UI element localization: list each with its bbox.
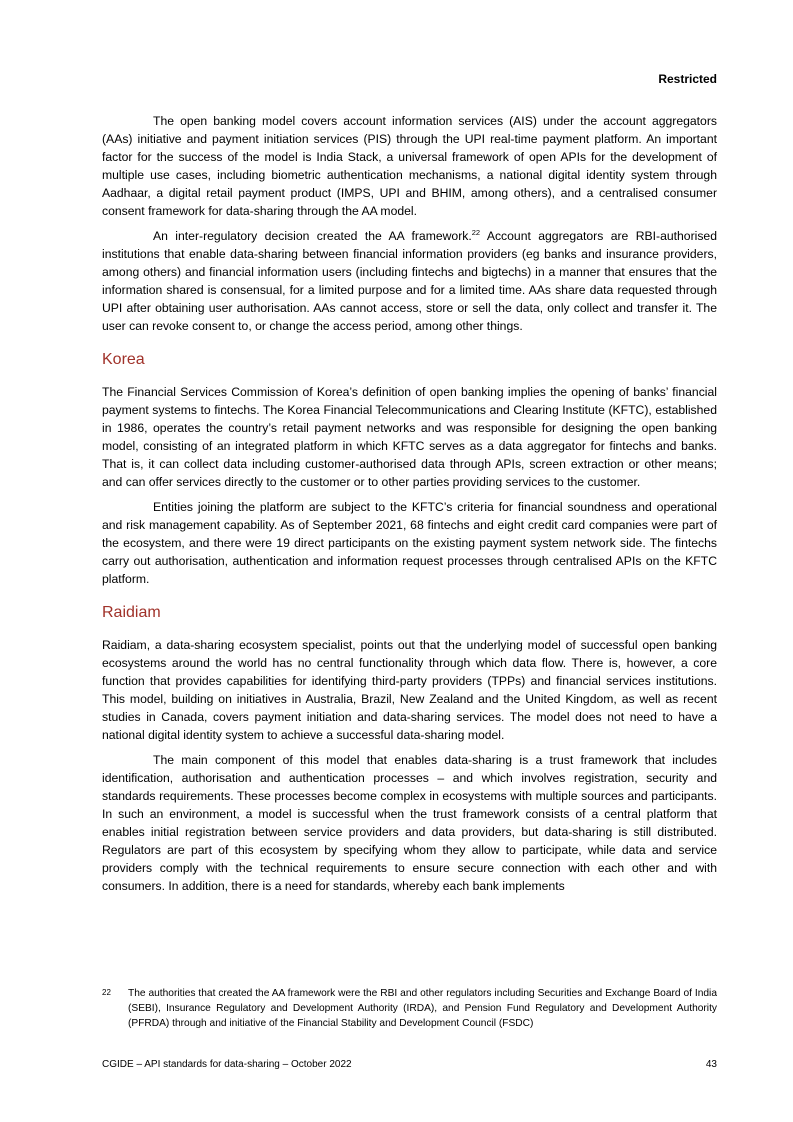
- footnote-number: 22: [102, 988, 111, 997]
- page-number: 43: [705, 1059, 717, 1070]
- classification-label: Restricted: [658, 72, 717, 86]
- intro-paragraph-1: The open banking model covers account information services (AIS) under the account aggregators (AAs) initiative and payment initiation services (PIS) through the UPI real-time payment platform. An important factor for the success of the model is India Stack, a universal framework of open APIs for the development of multiple use cases, including biometric authentication mechanisms, a national digital identity system through Aadhaar, a digital retail payment product (IMPS, UPI and BHIM, among others), and a centralised consumer consent framework for data-sharing through the AA model.: [102, 114, 717, 218]
- korea-paragraph-1: The Financial Services Commission of Korea’s definition of open banking implies the opening of banks’ financial payment systems to fintechs. The Korea Financial Telecommunications and Clearing Institute (KFTC), established in 1986, operates the country’s retail payment networks and was responsible for designing the open banking model, consisting of an integrated platform in which KFTC serves as a data aggregator for fintechs and banks. That is, it can collect data including customer-authorised data through APIs, screen extraction or other means; and can offer services directly to the customer or to other parties providing services to the customer.: [102, 385, 717, 489]
- intro-paragraph-2-start: An inter-regulatory decision created the AA framework.: [153, 229, 472, 243]
- korea-paragraph-2: Entities joining the platform are subject to the KFTC’s criteria for financial soundness and operational and risk management capability. As of September 2021, 68 fintechs and eight credit card companies were part of the ecosystem, and there were 19 direct participants on the existing payment system network side. The fintechs carry out authorisation, authentication and information request processes through centralised APIs on the KFTC platform.: [102, 500, 717, 586]
- intro-paragraph-2: [102, 227, 717, 335]
- intro-paragraph-2-end: Account aggregators are RBI-authorised institutions that enable data-sharing between financial information providers (eg banks and insurance providers, among others) and financial information users (including fintechs and bigtechs) in a manner that ensures that the information shared is consensual, for a limited purpose and for a limited time. AAs share data requested through UPI after obtaining user authorisation. AAs cannot access, store or sell the data, only collect and transfer it. The user can revoke consent to, or change the access period, among other things.: [102, 229, 717, 333]
- section-heading-korea: Korea: [102, 351, 145, 368]
- page-footer: [102, 1059, 717, 1070]
- raidiam-paragraph-2: The main component of this model that enables data-sharing is a trust framework that includes identification, authorisation and authentication processes – and which involves registration, security and standards requirements. These processes become complex in ecosystems with multiple sources and participants. In such an environment, a model is successful when the trust framework consists of a central platform that enables initial registration between service providers and data providers, but data-sharing is still distributed. Regulators are part of this ecosystem by specifying whom they allow to participate, while data and service providers comply with the technical requirements to ensure secure connection with each other and with consumers. In addition, there is a need for standards, whereby each bank implements: [102, 753, 717, 893]
- raidiam-paragraph-1: Raidiam, a data-sharing ecosystem specialist, points out that the underlying model of successful open banking ecosystems around the world has no central functionality through which data flow. There is, however, a core function that provides capabilities for identifying third-party providers (TPPs) and financial services institutions. This model, building on initiatives in Australia, Brazil, New Zealand and the United Kingdom, as well as recent studies in Canada, covers payment initiation and data-sharing services. The model does not need to have a national digital identity system to achieve a successful data-sharing model.: [102, 638, 717, 742]
- main-content: [102, 112, 717, 902]
- footer-title: CGIDE – API standards for data-sharing – October 2022: [102, 1059, 352, 1070]
- section-heading-raidiam: Raidiam: [102, 604, 161, 621]
- footnote-reference[interactable]: 22: [471, 227, 481, 237]
- footnote: [102, 986, 717, 1031]
- footnote-text: The authorities that created the AA framework were the RBI and other regulators including Securities and Exchange Board of India (SEBI), Insurance Regulatory and Development Authority (IRDA), and Pension Fund Regulatory and Development Authority (PFRDA) through and initiative of the Financial Stability and Development Council (FSDC): [128, 988, 717, 1029]
